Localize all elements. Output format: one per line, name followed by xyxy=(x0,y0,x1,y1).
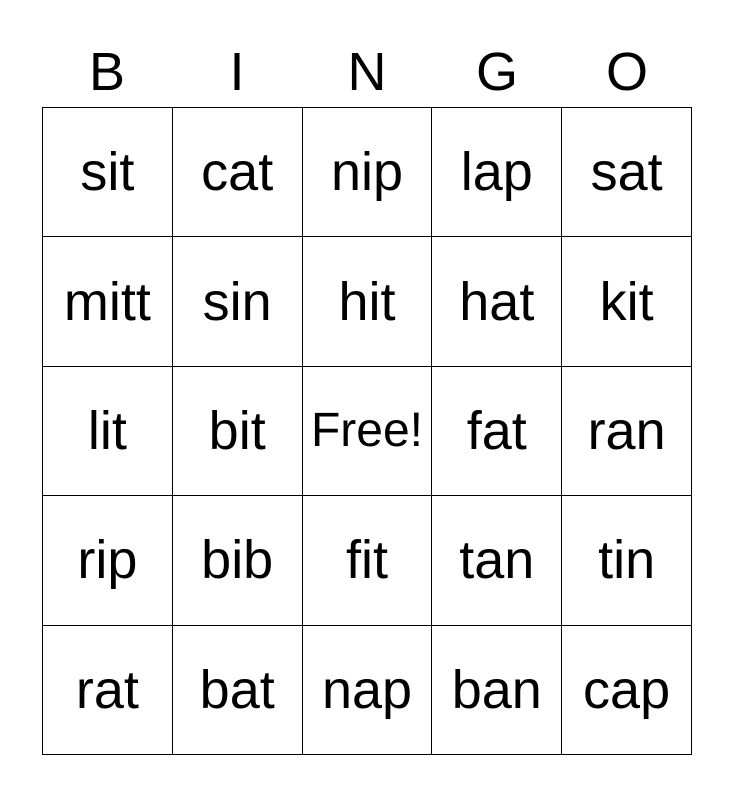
table-row xyxy=(43,237,692,366)
table-row xyxy=(43,625,692,754)
bingo-cell[interactable]: tin xyxy=(562,496,692,625)
bingo-cell[interactable]: lit xyxy=(43,366,173,495)
bingo-cell[interactable]: fit xyxy=(302,496,432,625)
bingo-header xyxy=(42,36,692,107)
bingo-cell[interactable]: hat xyxy=(432,237,562,366)
table-row xyxy=(43,496,692,625)
bingo-cell[interactable]: sit xyxy=(43,108,173,237)
header-letter-i: I xyxy=(229,41,245,102)
bingo-cell[interactable]: bib xyxy=(172,496,302,625)
bingo-cell[interactable]: rip xyxy=(43,496,173,625)
bingo-cell[interactable]: nip xyxy=(302,108,432,237)
header-letter-n: N xyxy=(347,41,387,102)
bingo-cell[interactable]: ban xyxy=(432,625,562,754)
header-letter-b: B xyxy=(88,41,126,102)
bingo-cell[interactable]: mitt xyxy=(43,237,173,366)
header-letter-o: O xyxy=(605,41,648,102)
bingo-cell[interactable]: ran xyxy=(562,366,692,495)
bingo-cell[interactable]: rat xyxy=(43,625,173,754)
bingo-cell[interactable]: lap xyxy=(432,108,562,237)
bingo-cell[interactable]: bat xyxy=(172,625,302,754)
table-row xyxy=(43,366,692,495)
bingo-cell[interactable]: cap xyxy=(562,625,692,754)
bingo-cell[interactable]: cat xyxy=(172,108,302,237)
header-letter-g: G xyxy=(475,41,518,102)
bingo-cell[interactable]: nap xyxy=(302,625,432,754)
bingo-cell[interactable]: kit xyxy=(562,237,692,366)
free-cell[interactable]: Free! xyxy=(302,366,432,495)
bingo-cell[interactable]: fat xyxy=(432,366,562,495)
table-row xyxy=(43,108,692,237)
bingo-grid xyxy=(42,107,692,755)
bingo-cell[interactable]: bit xyxy=(172,366,302,495)
bingo-cell[interactable]: sin xyxy=(172,237,302,366)
bingo-cell[interactable]: tan xyxy=(432,496,562,625)
bingo-cell[interactable]: hit xyxy=(302,237,432,366)
bingo-cell[interactable]: sat xyxy=(562,108,692,237)
